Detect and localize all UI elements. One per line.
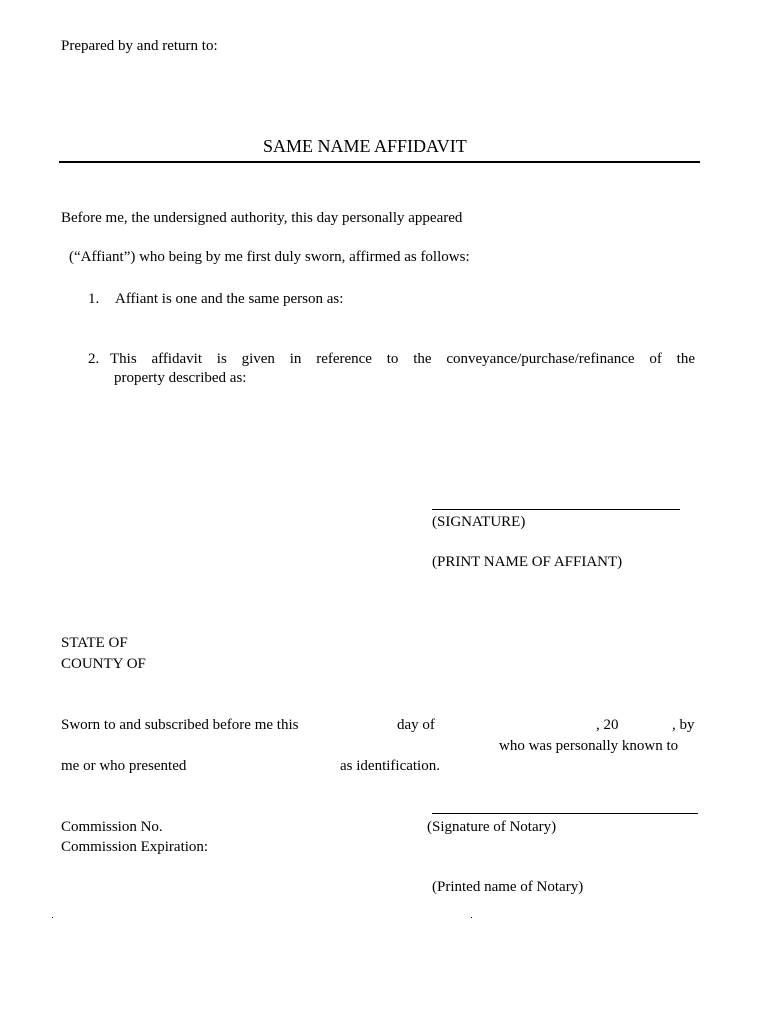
sworn-text: Sworn to and subscribed before me this: [61, 717, 299, 733]
affiant-print-name-label: (PRINT NAME OF AFFIANT): [432, 554, 623, 570]
notary-signature-line[interactable]: [432, 813, 698, 814]
personally-known-text: who was personally known to: [499, 738, 679, 754]
state-of-label: STATE OF: [61, 635, 128, 651]
title-rule: [59, 161, 700, 163]
presented-text: me or who presented: [61, 758, 187, 774]
by-text: , by: [672, 717, 695, 733]
item-1-text: Affiant is one and the same person as:: [115, 291, 344, 307]
item-2-number: 2.: [88, 351, 100, 367]
commission-no-label: Commission No.: [61, 819, 163, 835]
year-text: , 20: [596, 717, 619, 733]
identification-text: as identification.: [340, 758, 440, 774]
notary-printed-name-label: (Printed name of Notary): [432, 879, 584, 895]
day-of-text: day of: [397, 717, 435, 733]
prepared-by-label: Prepared by and return to:: [61, 38, 218, 54]
item-2-text-continued: property described as:: [114, 370, 247, 386]
intro-line-2: (“Affiant”) who being by me first duly sworn, affirmed as follows:: [69, 249, 470, 265]
item-1-number: 1.: [88, 291, 100, 307]
county-of-label: COUNTY OF: [61, 656, 146, 672]
notary-signature-label: (Signature of Notary): [427, 819, 557, 835]
affiant-signature-label: (SIGNATURE): [432, 514, 526, 530]
affiant-signature-line[interactable]: [432, 509, 680, 510]
stray-dot-left: [52, 917, 53, 918]
document-title: SAME NAME AFFIDAVIT: [263, 136, 467, 156]
intro-line-1: Before me, the undersigned authority, this day personally appeared: [61, 210, 463, 226]
item-2-text: This affidavit is given in reference to the conveyance/purchase/refinance of the: [110, 351, 695, 367]
commission-expiration-label: Commission Expiration:: [61, 839, 209, 855]
stray-dot-center: [471, 917, 472, 918]
